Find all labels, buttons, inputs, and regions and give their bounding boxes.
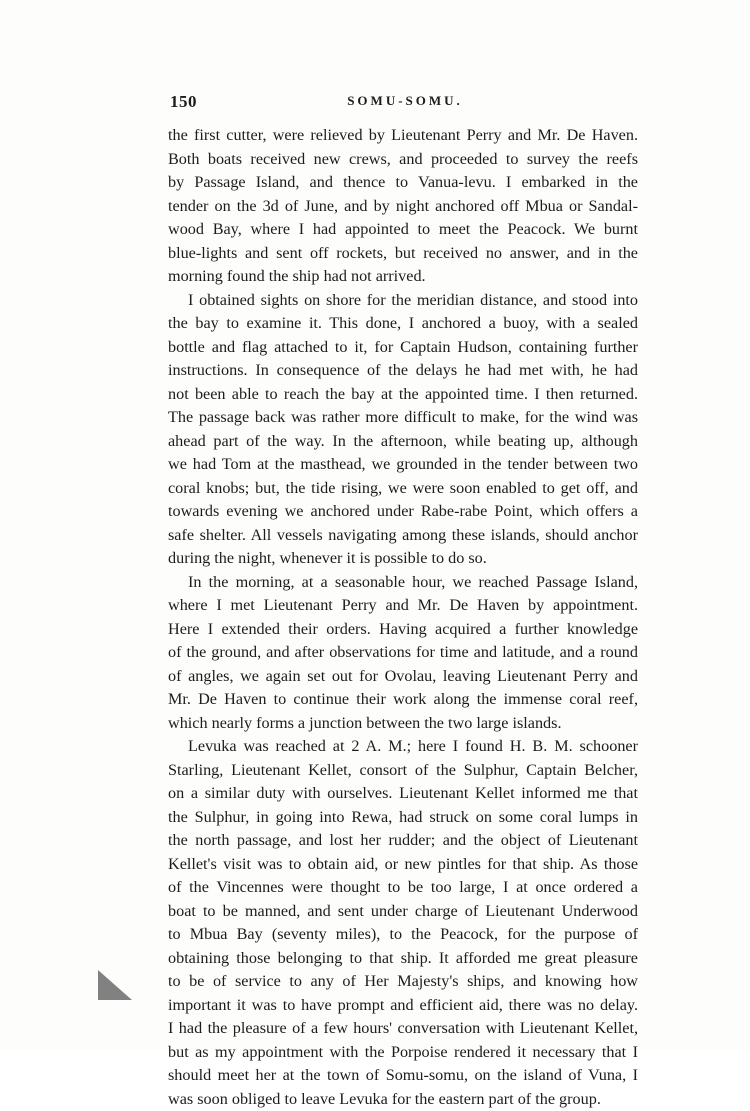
text-line: wood Bay, where I had appointed to meet the Peacock. We burnt [168,218,638,242]
text-line: of the Vincennes were thought to be too large, I at once ordered a [168,876,638,900]
text-line: Both boats received new crews, and proceeded to survey the reefs [168,148,638,172]
page-corner-shadow [98,970,132,1000]
text-line: the first cutter, were relieved by Lieutenant Perry and Mr. De Haven. [168,124,638,148]
text-line: we had Tom at the masthead, we grounded in the tender between two [168,453,638,477]
text-line: obtaining those belonging to that ship. It afforded me great pleasure [168,947,638,971]
text-line: I had the pleasure of a few hours' conversation with Lieutenant Kellet, [168,1017,638,1041]
text-line: instructions. In consequence of the delays he had met with, he had [168,359,638,383]
text-line: boat to be manned, and sent under charge of Lieutenant Underwood [168,900,638,924]
paragraph [168,124,638,289]
text-line: tender on the 3d of June, and by night anchored off Mbua or Sandal- [168,195,638,219]
text-line: but as my appointment with the Porpoise rendered it necessary that I [168,1041,638,1065]
text-line: which nearly forms a junction between the two large islands. [168,712,638,736]
text-line: In the morning, at a seasonable hour, we reached Passage Island, [168,571,638,595]
text-line: safe shelter. All vessels navigating among these islands, should anchor [168,524,638,548]
text-line: blue-lights and sent off rockets, but received no answer, and in the [168,242,638,266]
text-line: I obtained sights on shore for the meridian distance, and stood into [168,289,638,313]
body-text [168,124,638,1111]
text-line: to Mbua Bay (seventy miles), to the Peacock, for the purpose of [168,923,638,947]
paragraph [168,735,638,1111]
text-line: The passage back was rather more difficult to make, for the wind was [168,406,638,430]
text-line: coral knobs; but, the tide rising, we were soon enabled to get off, and [168,477,638,501]
text-line: important it was to have prompt and efficient aid, there was no delay. [168,994,638,1018]
text-line: of the ground, and after observations for time and latitude, and a round [168,641,638,665]
text-line: of angles, we again set out for Ovolau, leaving Lieutenant Perry and [168,665,638,689]
paragraph [168,571,638,736]
text-line: during the night, whenever it is possible to do so. [168,547,638,571]
text-line: bottle and flag attached to it, for Captain Hudson, containing further [168,336,638,360]
text-line: to be of service to any of Her Majesty's ships, and knowing how [168,970,638,994]
text-line: Levuka was reached at 2 A. M.; here I found H. B. M. schooner [168,735,638,759]
text-line: by Passage Island, and thence to Vanua-levu. I embarked in the [168,171,638,195]
text-line: Kellet's visit was to obtain aid, or new pintles for that ship. As those [168,853,638,877]
text-line: the Sulphur, in going into Rewa, had struck on some coral lumps in [168,806,638,830]
text-line: was soon obliged to leave Levuka for the eastern part of the group. [168,1088,638,1111]
page-header [170,92,640,116]
text-line: Here I extended their orders. Having acquired a further knowledge [168,618,638,642]
text-line: towards evening we anchored under Rabe-rabe Point, which offers a [168,500,638,524]
text-line: where I met Lieutenant Perry and Mr. De Haven by appointment. [168,594,638,618]
text-line: should meet her at the town of Somu-somu, on the island of Vuna, I [168,1064,638,1088]
text-line: ahead part of the way. In the afternoon, while beating up, although [168,430,638,454]
running-title: SOMU-SOMU. [170,93,640,109]
text-line: Mr. De Haven to continue their work along the immense coral reef, [168,688,638,712]
page-number: 150 [170,92,197,112]
text-line: the north passage, and lost her rudder; and the object of Lieutenant [168,829,638,853]
paragraph [168,289,638,571]
text-line: on a similar duty with ourselves. Lieutenant Kellet informed me that [168,782,638,806]
text-line: Starling, Lieutenant Kellet, consort of the Sulphur, Captain Belcher, [168,759,638,783]
text-line: the bay to examine it. This done, I anchored a buoy, with a sealed [168,312,638,336]
text-line: morning found the ship had not arrived. [168,265,638,289]
text-line: not been able to reach the bay at the appointed time. I then returned. [168,383,638,407]
